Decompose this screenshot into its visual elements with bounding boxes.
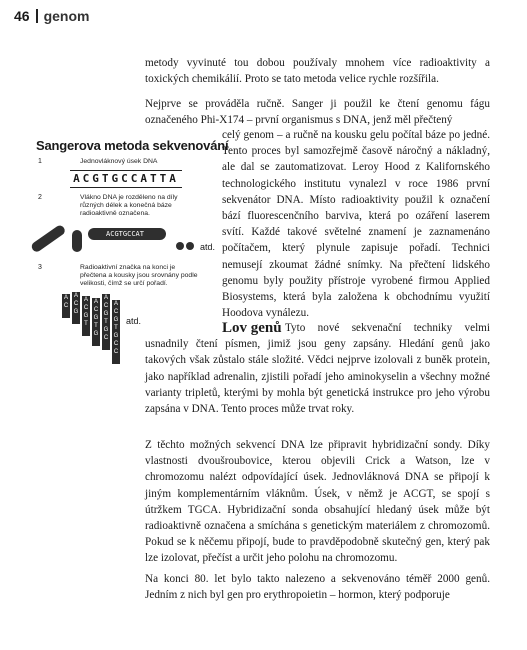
step-1-text: Jednovláknový úsek DNA <box>80 158 158 165</box>
fragment-column: A C G T G C C <box>112 300 120 364</box>
section-name: genom <box>43 8 90 24</box>
fragment-column: A C G T G C <box>102 294 110 350</box>
fragment-column: A C <box>62 294 70 318</box>
page-number: 46 <box>14 8 30 24</box>
paragraph-2-start: Nejprve se prováděla ručně. Sanger ji použil ke čtení genomu fágu označeného Phi-X174 – první organismus s DNA, jenž měl přečtený <box>145 98 490 127</box>
fragment-column: A C G <box>72 292 80 324</box>
sidebar-title: Sangerova metoda sekvenování <box>36 138 229 153</box>
paragraph-5: Na konci 80. let bylo takto nalezeno a sekvenováno téměř 2000 genů. Jedním z nich byl gen pro erythropoietin – hormon, který podporuje <box>145 573 490 602</box>
section-heading: Lov genů <box>222 320 282 336</box>
paragraph-1: metody vyvinuté tou dobou používaly mnohem více radioaktivity a toxických chemikálií. Proto se tato metoda velice rychle rozšířila. <box>145 57 490 86</box>
etc-label-2: atd. <box>126 316 142 326</box>
running-header <box>14 8 89 24</box>
etc-label-1: atd. <box>200 242 216 252</box>
fragment-sequence: ACGTGCCAT <box>106 230 144 238</box>
dna-sequence-strip: ACGTGCCATTA <box>70 170 182 188</box>
fragment-column: A C G T <box>82 296 90 336</box>
header-divider <box>36 9 38 23</box>
step-3-number: 3 <box>38 264 42 271</box>
fragment-column: A C G T G <box>92 298 100 346</box>
paragraph-4: Z těchto možných sekvencí DNA lze připravit hybridizační sondy. Díky vlastnosti dvoušroubovice, kterou objevili Crick a Watson, lze v chromozomu nalézt odpovídající úsek. Jednovláknová DNA se připojí k jiným komplementárním vláknům. Úsek, v němž je ACGT, se spojí s útržkem TGCA. Hybridizační sonda obsahující hledaný úsek může být radioaktivně označena a smíchána s genetickým materiálem z chromozomů. Pokud se k něčemu připojí, bude to pravděpodobně skutečný gen, který pak lze izolovat, přečíst a určit jeho polohu na chromozomu. <box>145 439 490 565</box>
paragraph-2-continued: celý genom – a ručně na kousku gelu počítal báze po jedné. Tento proces byl samozřejmě časově náročný a nákladný, ale dal se zautomatizovat. Leroy Hood z Kalifornského technologického institutu vynalezl v roce 1986 první sekvenátor DNA. Místo radioaktivity použil k označení bází fluorescenčního barviva, která po ozáření laserem svítí. Každé takové světelné znamení je zaznamenáno počítačem, který plynule zapisuje pořadí. Technici nemusejí zkoumat žádné snímky. Na přečtení lidského genomu byly použity přístroje vyrobené firmou Applied Biosystems, která byla založena k obchodnímu využití Hoodova vynálezu. <box>222 129 490 320</box>
step-2-text: Vlákno DNA je rozděleno na díly různých délek a konečná báze radioaktivně označena. <box>80 194 178 217</box>
step-3-text: Radioaktivní značka na konci je přečtena a kousky jsou srovnány podle velikosti, čímž se určí pořadí. <box>80 264 198 287</box>
step-2-number: 2 <box>38 194 42 201</box>
paragraph-3: Tyto nové sekvenační techniky velmi usnadnily čtení písmen, jimiž jsou geny zapsány. Hledání genů jako takových však zůstalo stále složité. Vědci nejprve izolovali z buněk protein, jako například adrenalin, zjistili pořadí jeho aminokyselin a všechny možné varianty tripletů, kterými by mohla být genetická instrukce pro jeho výrobu zapsána v DNA. Tento proces může trvat roky. <box>145 322 490 416</box>
fragments-illustration <box>28 222 208 256</box>
step-1-number: 1 <box>38 158 42 165</box>
